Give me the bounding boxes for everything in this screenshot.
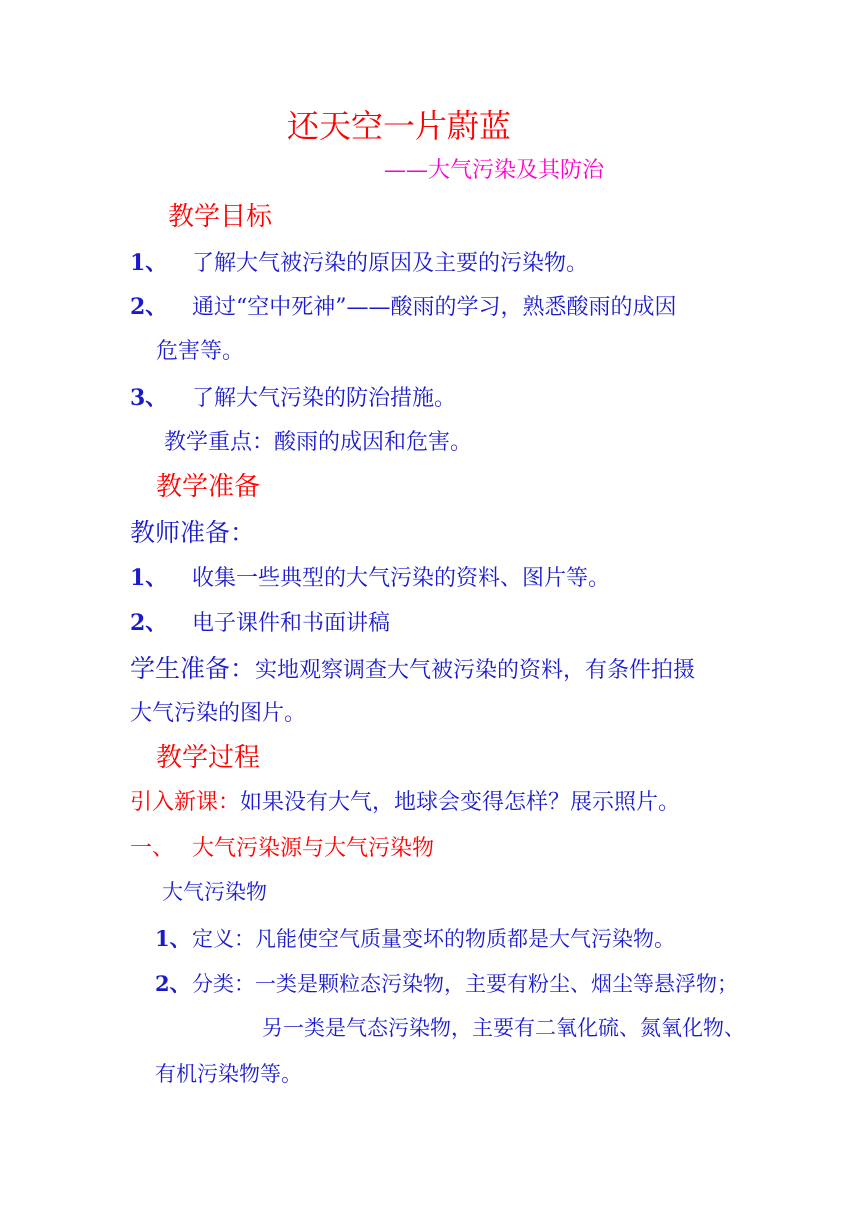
part-one-title: 大气污染源与大气污染物	[192, 836, 435, 861]
student-prep	[130, 656, 695, 682]
pollutant-number: 1、	[155, 926, 191, 951]
pollutant-item-2-continued: 另一类是气态污染物，主要有二氧化硫、氮氧化物、	[262, 1016, 745, 1040]
pollutant-item-2-continued-2: 有机污染物等。	[155, 1062, 302, 1086]
objective-text: 了解大气污染的防治措施。	[192, 386, 457, 411]
intro-line	[130, 792, 680, 814]
intro-text: 如果没有大气，地球会变得怎样？展示照片。	[240, 790, 681, 815]
objective-number: 1、	[130, 250, 168, 276]
pollutant-item-1	[155, 928, 675, 950]
process-heading: 教学过程	[156, 743, 261, 773]
objective-item-2	[130, 296, 677, 319]
objective-item-1	[130, 252, 588, 275]
objective-text: 了解大气被污染的原因及主要的污染物。	[192, 251, 589, 276]
objective-number: 3、	[130, 385, 168, 411]
objective-item-2-continued: 危害等。	[156, 339, 245, 364]
prep-text: 电子课件和书面讲稿	[192, 611, 391, 636]
pollutants-heading: 大气污染物	[162, 880, 267, 904]
teaching-focus: 教学重点：酸雨的成因和危害。	[164, 430, 473, 455]
teacher-prep-item-1	[130, 567, 610, 590]
prep-text: 收集一些典型的大气污染的资料、图片等。	[192, 566, 611, 591]
objectives-heading: 教学目标	[168, 202, 273, 232]
student-prep-text: 实地观察调查大气被污染的资料，有条件拍摄	[255, 658, 696, 683]
objective-item-3	[130, 387, 456, 410]
document-subtitle: ——大气污染及其防治	[384, 158, 605, 183]
objective-text: 通过“空中死神”——酸雨的学习，熟悉酸雨的成因	[192, 295, 677, 320]
pollutant-text: 定义：凡能使空气质量变坏的物质都是大气污染物。	[192, 927, 675, 951]
teacher-prep-label: 教师准备：	[130, 518, 256, 547]
document-title: 还天空一片蔚蓝	[287, 107, 512, 145]
prep-number: 2、	[130, 610, 168, 636]
student-prep-label: 学生准备：	[130, 654, 256, 683]
preparation-heading: 教学准备	[156, 472, 261, 502]
prep-number: 1、	[130, 565, 168, 591]
part-one-number: 一、	[130, 836, 175, 861]
pollutant-item-2	[155, 973, 738, 995]
objective-number: 2、	[130, 294, 168, 320]
pollutant-text: 分类：一类是颗粒态污染物，主要有粉尘、烟尘等悬浮物；	[192, 972, 738, 996]
intro-label: 引入新课：	[130, 790, 241, 815]
pollutant-number: 2、	[155, 971, 191, 996]
teacher-prep-item-2	[130, 612, 390, 635]
student-prep-continued: 大气污染的图片。	[130, 701, 307, 726]
part-one-heading	[130, 838, 434, 860]
